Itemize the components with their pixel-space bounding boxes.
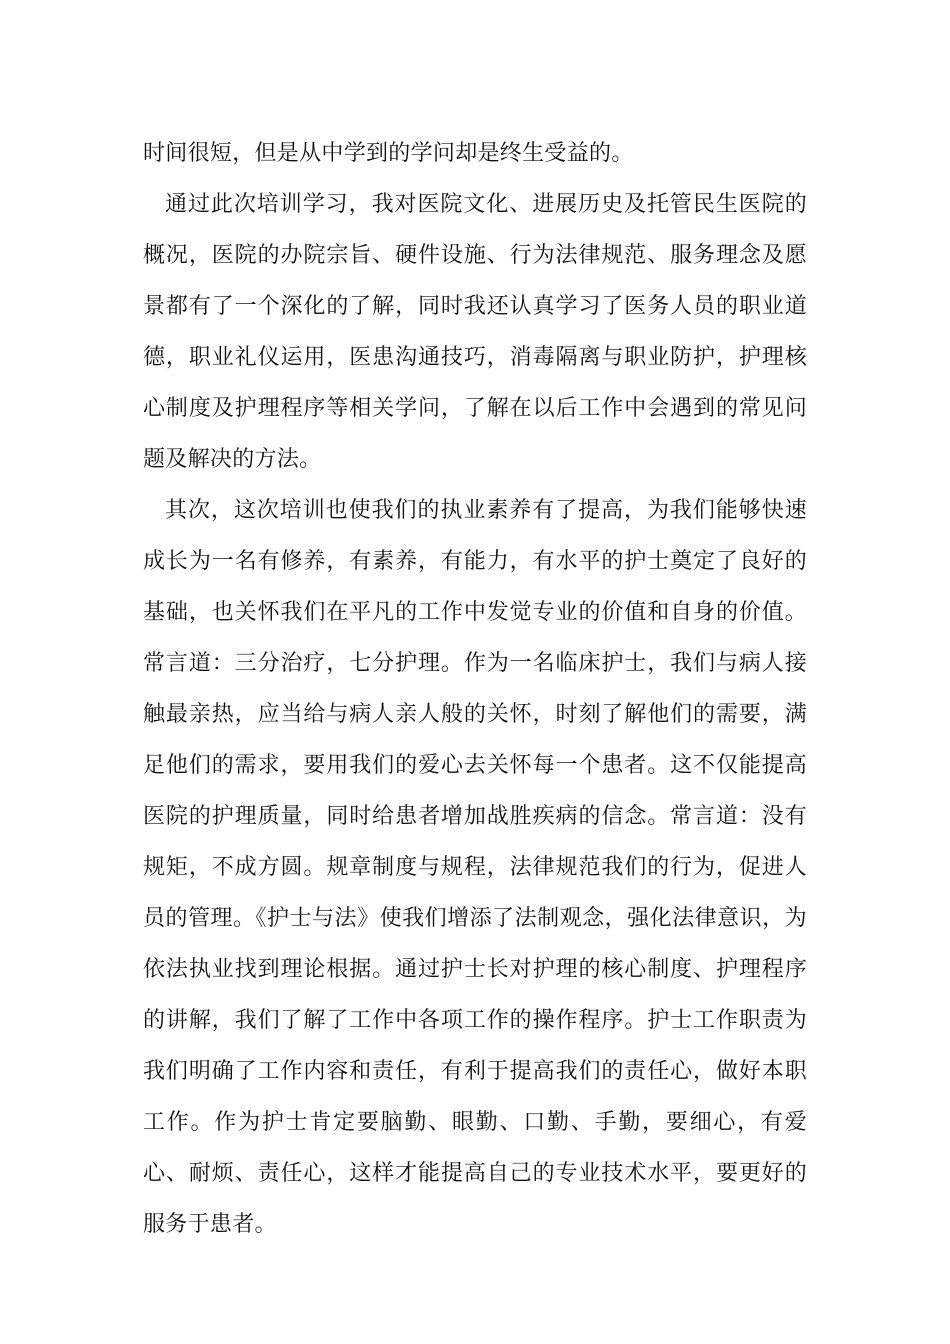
paragraph-3: 其次，这次培训也使我们的执业素养有了提高，为我们能够快速成长为一名有修养，有素养，有能力，有水平的护士奠定了良好的基础，也关怀我们在平凡的工作中发觉专业的价值和自身的价值。常言道：三分治疗，七分护理。作为一名临床护士，我们与病人接触最亲热，应当给与病人亲人般的关怀，时刻了解他们的需要，满足他们的需求，要用我们的爱心去关怀每一个患者。这不仅能提高医院的护理质量，同时给患者增加战胜疾病的信念。常言道：没有规矩，不成方圆。规章制度与规程，法律规范我们的行为，促进人员的管理。《护士与法》使我们增添了法制观念，强化法律意识，为依法执业找到理论根据。通过护士长对护理的核心制度、护理程序的讲解，我们了解了工作中各项工作的操作程序。护士工作职责为我们明确了工作内容和责任，有利于提高我们的责任心，做好本职工作。作为护士肯定要脑勤、眼勤、口勤、手勤，要细心，有爱心、耐烦、责任心，这样才能提高自己的专业技术水平，要更好的服务于患者。 [143, 498, 807, 1237]
paragraph-2: 通过此次培训学习，我对医院文化、进展历史及托管民生医院的概况，医院的办院宗旨、硬件设施、行为法律规范、服务理念及愿景都有了一个深化的了解，同时我还认真学习了医务人员的职业道德，职业礼仪运用，医患沟通技巧，消毒隔离与职业防护，护理核心制度及护理程序等相关学问，了解在以后工作中会遇到的常见问题及解决的方法。 [143, 192, 807, 472]
paragraph-1: 时间很短，但是从中学到的学问却是终生受益的。 [143, 141, 634, 166]
document-body [143, 128, 807, 1250]
